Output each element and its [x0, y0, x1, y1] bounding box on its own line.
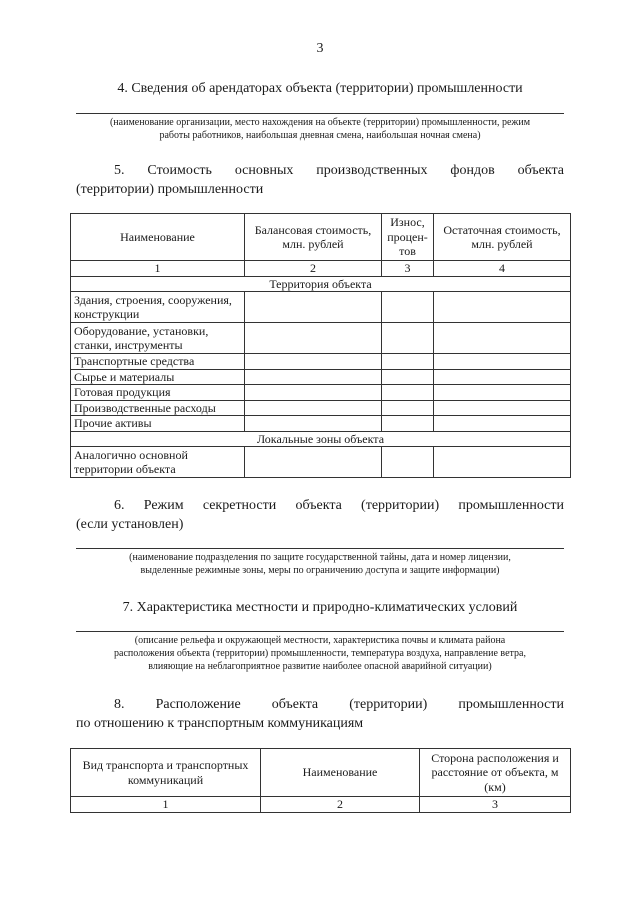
- transport-header-type: Вид транспорта и транспортных коммуникаций: [71, 749, 261, 797]
- asset-cell-wear[interactable]: [382, 369, 434, 385]
- section-4-caption-line-1: (наименование организации, место нахождения на объекте (территории) промышленности, режим: [109, 117, 531, 128]
- asset-cell-residual[interactable]: [434, 354, 571, 370]
- assets-group-territory: Территория объекта: [71, 276, 571, 292]
- section-4-caption: [76, 116, 564, 142]
- asset-row-label: Оборудование, установки, станки, инструменты: [71, 323, 245, 354]
- asset-cell-residual[interactable]: [434, 447, 571, 478]
- assets-table-number-row: [71, 261, 571, 277]
- section-7-fill-line[interactable]: [76, 631, 564, 632]
- table-row: [71, 416, 571, 432]
- asset-cell-wear[interactable]: [382, 400, 434, 416]
- asset-cell-residual[interactable]: [434, 323, 571, 354]
- section-4-fill-line[interactable]: [76, 113, 564, 114]
- section-8-title-line-2: по отношению к транспортным коммуникациям: [76, 716, 364, 731]
- section-6-title-line-1: 6. Режим секретности объекта (территории) промышленности: [114, 498, 564, 513]
- assets-group-row: [71, 276, 571, 292]
- asset-cell-wear[interactable]: [382, 323, 434, 354]
- asset-row-label: Транспортные средства: [71, 354, 245, 370]
- section-4-title: 4. Сведения об арендаторах объекта (территории) промышленности: [117, 81, 523, 96]
- table-row: [71, 400, 571, 416]
- table-row: [71, 292, 571, 323]
- asset-cell-wear[interactable]: [382, 447, 434, 478]
- section-6-fill-line[interactable]: [76, 548, 564, 549]
- asset-cell-balance[interactable]: [245, 292, 382, 323]
- assets-col-number: 4: [434, 261, 571, 277]
- asset-cell-balance[interactable]: [245, 354, 382, 370]
- section-7-caption: [76, 634, 564, 673]
- section-6-caption-line-1: (наименование подразделения по защите государственной тайны, дата и номер лицензии,: [129, 552, 511, 563]
- asset-cell-balance[interactable]: [245, 385, 382, 401]
- section-6-caption-line-2: выделенные режимные зоны, меры по ограничению доступа и защите информации): [140, 565, 500, 576]
- assets-header-name: Наименование: [71, 214, 245, 261]
- section-8-title: [76, 695, 564, 733]
- section-5-title: [76, 161, 564, 199]
- table-row: [71, 385, 571, 401]
- asset-cell-balance[interactable]: [245, 323, 382, 354]
- assets-header-balance: Балансовая стоимость, млн. рублей: [245, 214, 382, 261]
- asset-cell-balance[interactable]: [245, 369, 382, 385]
- transport-table-number-row: [71, 797, 571, 813]
- section-6-caption: [76, 551, 564, 577]
- transport-col-number: 1: [71, 797, 261, 813]
- section-7-title: 7. Характеристика местности и природно-климатических условий: [122, 600, 518, 615]
- assets-header-wear: Износ, процен-тов: [382, 214, 434, 261]
- section-6-title-line-2: (если установлен): [76, 517, 184, 532]
- section-4-caption-line-2: работы работников, наибольшая дневная смена, наибольшая ночная смена): [159, 130, 481, 141]
- assets-col-number: 1: [71, 261, 245, 277]
- assets-col-number: 2: [245, 261, 382, 277]
- section-7-caption-line-3: влияющие на неблагоприятное развитие наиболее опасной аварийной ситуации): [148, 661, 492, 672]
- table-row: [71, 369, 571, 385]
- asset-row-label: Сырье и материалы: [71, 369, 245, 385]
- transport-col-number: 2: [261, 797, 420, 813]
- section-7-caption-line-2: расположения объекта (территории) промышленности, температура воздуха, направление ветра,: [114, 648, 526, 659]
- assets-header-residual: Остаточная стоимость, млн. рублей: [434, 214, 571, 261]
- section-6-title: [76, 496, 564, 534]
- page-number: 3: [316, 41, 324, 56]
- section-8-title-line-1: 8. Расположение объекта (территории) промышленности: [114, 697, 564, 712]
- assets-group-local-zones: Локальные зоны объекта: [71, 431, 571, 447]
- asset-cell-residual[interactable]: [434, 400, 571, 416]
- asset-row-label: Готовая продукция: [71, 385, 245, 401]
- transport-col-number: 3: [420, 797, 571, 813]
- assets-col-number: 3: [382, 261, 434, 277]
- asset-row-label: Аналогично основной территории объекта: [71, 447, 245, 478]
- asset-cell-wear[interactable]: [382, 416, 434, 432]
- assets-table-header-row: [71, 214, 571, 261]
- asset-cell-wear[interactable]: [382, 385, 434, 401]
- asset-cell-balance[interactable]: [245, 447, 382, 478]
- asset-cell-residual[interactable]: [434, 292, 571, 323]
- transport-table-header-row: [71, 749, 571, 797]
- assets-group-row: [71, 431, 571, 447]
- transport-header-distance: Сторона расположения и расстояние от объекта, м (км): [420, 749, 571, 797]
- asset-row-label: Здания, строения, сооружения, конструкции: [71, 292, 245, 323]
- transport-table: [70, 748, 571, 813]
- asset-row-label: Прочие активы: [71, 416, 245, 432]
- asset-cell-residual[interactable]: [434, 416, 571, 432]
- asset-cell-residual[interactable]: [434, 385, 571, 401]
- transport-header-name: Наименование: [261, 749, 420, 797]
- section-7-caption-line-1: (описание рельефа и окружающей местности, характеристика почвы и климата района: [134, 635, 506, 646]
- asset-cell-wear[interactable]: [382, 292, 434, 323]
- asset-row-label: Производственные расходы: [71, 400, 245, 416]
- asset-cell-balance[interactable]: [245, 400, 382, 416]
- assets-table: [70, 213, 571, 478]
- asset-cell-residual[interactable]: [434, 369, 571, 385]
- table-row: [71, 447, 571, 478]
- asset-cell-wear[interactable]: [382, 354, 434, 370]
- asset-cell-balance[interactable]: [245, 416, 382, 432]
- table-row: [71, 354, 571, 370]
- table-row: [71, 323, 571, 354]
- section-5-title-line-2: (территории) промышленности: [76, 182, 264, 197]
- section-5-title-line-1: 5. Стоимость основных производственных фондов объекта: [114, 163, 564, 178]
